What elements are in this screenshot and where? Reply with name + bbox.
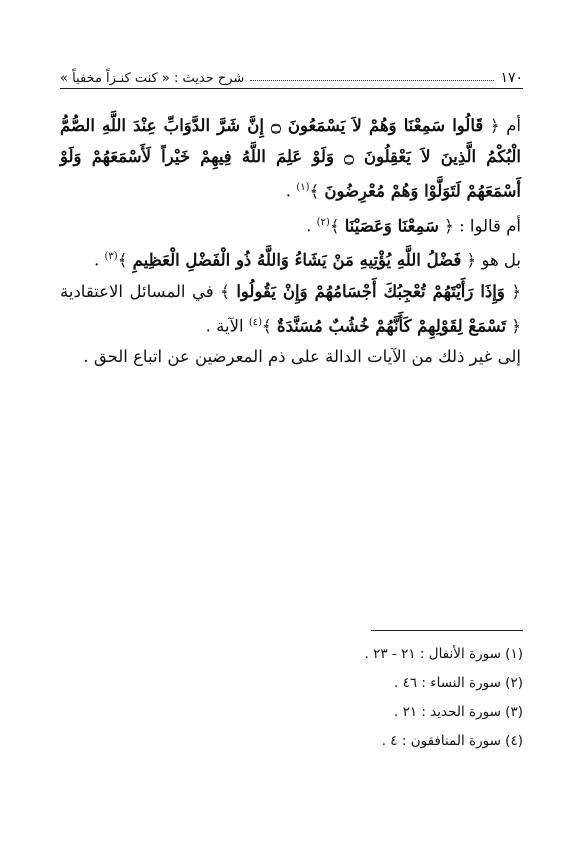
- paragraph-4: [60, 276, 521, 342]
- p2-quran-verse: سَمِعْنَا وَعَصَيْنَا: [344, 216, 439, 235]
- p4-tail: الآية .: [205, 316, 249, 335]
- p4-quran-verse-1: وَإِذَا رَأَيْتَهُمْ تُعْجِبُكَ أَجْسَامُهُمْ وَإِنْ يَقُولُوا: [236, 281, 505, 301]
- footnotes: [60, 640, 523, 756]
- footnote-separator: [371, 630, 523, 631]
- p1-close-bracket: ﴾: [309, 181, 320, 201]
- footnote-3: (٣) سورة الحديد : ٢١ .: [393, 704, 523, 720]
- page-number: ١٧٠: [500, 70, 523, 86]
- running-title: شرح حديث : « كنت كنـزاً مخفياً »: [60, 71, 245, 86]
- p1-tail: .: [285, 181, 297, 201]
- p2-open-bracket: ﴿: [444, 216, 454, 235]
- paragraph-5: إلى غير ذلك من الآيات الدالة على ذم المعرضين عن اتباع الحق .: [83, 347, 521, 366]
- footnote-ref-1: (١): [296, 182, 310, 193]
- p4-close-bracket-1: ﴾: [220, 281, 230, 301]
- p3-tail: .: [94, 250, 105, 270]
- paragraph-1: [60, 110, 521, 207]
- p2-lead: أم قالوا :: [459, 216, 521, 235]
- p2-tail: .: [306, 216, 317, 235]
- p4-quran-verse-2: تَسْمَعْ لِقَوْلِهِمْ كَأَنَّهُمْ خُشُبٌ مُسَنَّدَةٌ: [276, 316, 507, 335]
- page-header: [60, 60, 523, 89]
- footnote-2: (٢) سورة النساء : ٤٦ .: [394, 675, 523, 691]
- p3-lead: بل هو: [481, 250, 521, 270]
- p4-mid-text: في المسائل الاعتقادية: [60, 281, 221, 301]
- footnote-ref-3: (٣): [104, 251, 118, 262]
- paragraph-2: [60, 207, 521, 242]
- p1-open-bracket: ﴿: [489, 116, 500, 135]
- footnote-ref-2: (٢): [316, 216, 330, 228]
- footnote-ref-4: (٤): [248, 316, 262, 328]
- footnote-4: (٤) سورة المنافقون : ٤ .: [381, 733, 523, 749]
- paragraph-3: [60, 241, 521, 276]
- main-text: [60, 110, 521, 372]
- p4-close-bracket-2: ﴾: [262, 316, 272, 335]
- p3-close-bracket: ﴾: [117, 250, 128, 270]
- p3-open-bracket: ﴿: [466, 250, 477, 270]
- footnote-1: (١) سورة الأنفال : ٢١ - ٢٣ .: [364, 646, 523, 662]
- header-dot-leader: [250, 79, 494, 81]
- p3-quran-verse: فَضْلُ اللَّهِ يُؤْتِيهِ مَنْ يَشَاءُ وَاللَّهُ ذُو الْفَضْلِ الْعَظِيمِ: [132, 250, 462, 270]
- p4-open-bracket-2: ﴿: [511, 316, 521, 335]
- p1-lead: أم: [506, 116, 522, 135]
- p4-open-bracket-1: ﴿: [511, 281, 522, 301]
- p1-quran-verse: قَالُوا سَمِعْنَا وَهُمْ لاَ يَسْمَعُونَ ۝ إِنَّ شَرَّ الدَّوَابِّ عِنْدَ اللَّهِ الصُّمُّ الْبُكْمُ الَّذِينَ لاَ يَعْقِلُونَ ۝ وَلَوْ عَلِمَ اللَّهُ فِيهِمْ خَيْراً لَأَسْمَعَهُمْ وَلَوْ أَسْمَعَهُمْ لَتَوَلَّوْا وَهُمْ مُعْرِضُونَ: [60, 116, 521, 201]
- p2-close-bracket: ﴾: [329, 216, 340, 235]
